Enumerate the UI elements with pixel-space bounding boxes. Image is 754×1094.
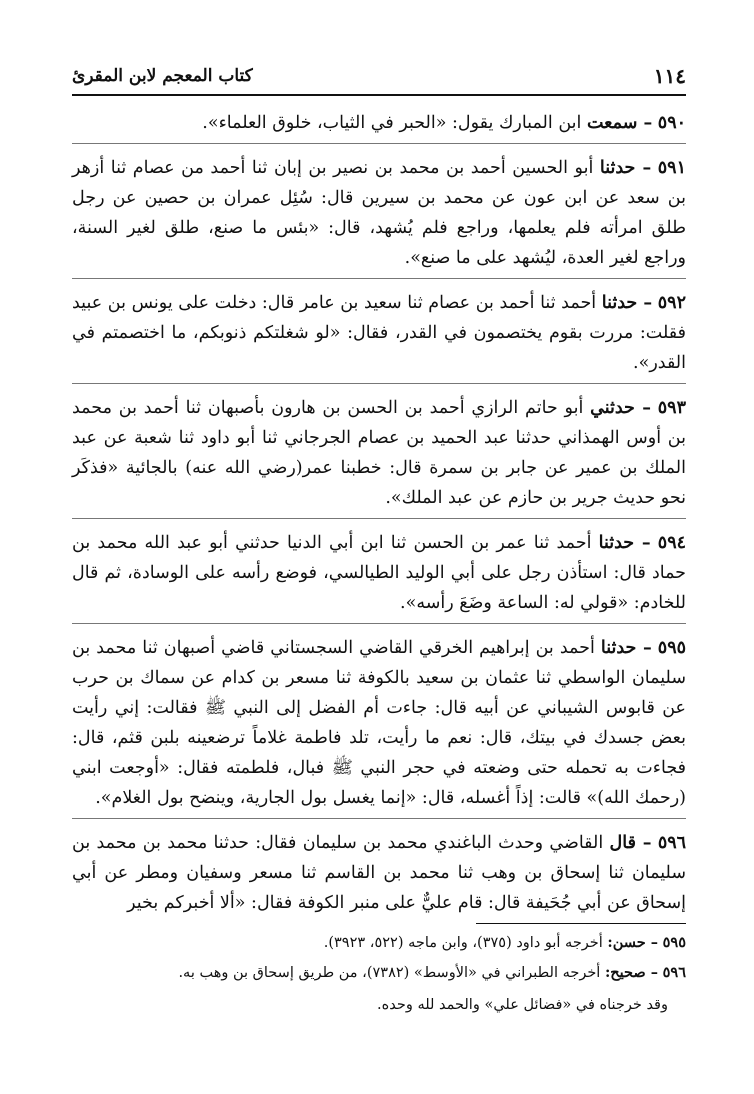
hadith-number: ٥٩٥ (657, 638, 686, 658)
hadith-number: ٥٩٦ (657, 833, 687, 853)
footnote-text: أخرجه أبو داود (٣٧٥)، وابن ماجه (٥٢٢، ٣٩٢٣). (323, 935, 603, 951)
hadith-paragraph: ٥٩٤ – حدثنا أحمد ثنا عمر بن الحسن ثنا ابن أبي الدنيا حدثني أبو عبد الله محمد بن حماد قال: استأذن رجل على أبي الوليد الطيالسي، فوضع رأسه على الوسادة، ثم قال للخادم: «قولي له: الساعة وضَعَ رأسه». (72, 528, 686, 624)
hadith-text: ابن المبارك يقول: «الحبر في الثياب، خلوق العلماء». (202, 113, 582, 133)
hadith-lead: حدثنا (600, 638, 637, 658)
hadith-lead: حدثني (590, 398, 635, 418)
footnote-rule (476, 923, 686, 924)
footnote-text: أخرجه الطبراني في «الأوسط» (٧٣٨٢)، من طريق إسحاق بن وهب به. (178, 965, 601, 981)
running-title: كتاب المعجم لابن المقرئ (72, 66, 253, 86)
header-rule (72, 94, 686, 96)
page-header (72, 52, 686, 96)
page-number: ١١٤ (653, 64, 686, 88)
hadith-paragraph: ٥٩٣ – حدثني أبو حاتم الرازي أحمد بن الحسن بن هارون بأصبهان ثنا أحمد بن محمد بن أوس الهمذاني حدثنا عبد الحميد بن عصام الجرجاني ثنا أبو داود ثنا شعبة عن عبد الملك بن عمير عن جابر بن سمرة قال: خطبنا عمر(رضي الله عنه) بالجائية «فذكَر نحو حديث جرير بن حازم عن عبد الملك». (72, 393, 686, 519)
hadith-paragraph: ٥٩٠ – سمعت ابن المبارك يقول: «الحبر في الثياب، خلوق العلماء». (72, 108, 686, 144)
main-text (72, 108, 686, 928)
hadith-number: ٥٩٤ (657, 533, 686, 553)
footnote-number: ٥٩٦ (662, 964, 686, 981)
hadith-lead: حدثنا (599, 158, 636, 178)
hadith-number: ٥٩٠ (657, 113, 686, 133)
footnote-number: ٥٩٥ (662, 934, 686, 951)
hadith-lead: حدثنا (598, 533, 635, 553)
footnote-continuation: وقد خرجناه في «فضائل علي» والحمد لله وحده. (377, 997, 668, 1013)
hadith-paragraph: ٥٩٦ – قال القاضي وحدث الباغندي محمد بن سليمان فقال: حدثنا محمد بن محمد بن سليمان ثنا إسحاق بن وهب ثنا محمد بن القاسم ثنا مسعر وسفيان ومطر عن أبي إسحاق عن أبي جُحَيفة قال: قام عليٌّ على منبر الكوفة فقال: «ألا أخبركم بخير (72, 833, 687, 913)
hadith-number: ٥٩٣ (657, 398, 686, 418)
footnote: ٥٩٥ – حسن: أخرجه أبو داود (٣٧٥)، وابن ماجه (٥٢٢، ٣٩٢٣). (323, 934, 686, 951)
hadith-text: أبو حاتم الرازي أحمد بن الحسن بن هارون بأصبهان ثنا أحمد بن محمد بن أوس الهمذاني حدثنا عبد الحميد بن عصام الجرجاني ثنا أبو داود ثنا شعبة عن عبد الملك بن عمير عن جابر بن سمرة قال: خطبنا عمر(رضي الله عنه) بالجائية «فذكَر نحو حديث جرير بن حازم عن عبد الملك». (72, 398, 686, 508)
hadith-lead: سمعت (586, 113, 638, 133)
hadith-text: القاضي وحدث الباغندي محمد بن سليمان فقال: حدثنا محمد بن محمد بن سليمان ثنا إسحاق بن وهب ثنا محمد بن القاسم ثنا مسعر وسفيان ومطر عن أبي إسحاق عن أبي جُحَيفة قال: قام عليٌّ على منبر الكوفة فقال: «ألا أخبركم بخير (72, 833, 686, 913)
hadith-paragraph: ٥٩٢ – حدثنا أحمد ثنا أحمد بن عصام ثنا سعيد بن عامر قال: دخلت على يونس بن عبيد فقلت: مررت بقوم يختصمون في القدر، فقال: «لو شغلتكم ذنوبكم، ما اختصمتم في القدر». (72, 288, 686, 384)
footnotes (72, 930, 686, 1018)
hadith-text: أحمد ثنا أحمد بن عصام ثنا سعيد بن عامر قال: دخلت على يونس بن عبيد فقلت: مررت بقوم يختصمون في القدر، فقال: «لو شغلتكم ذنوبكم، ما اختصمتم في القدر». (72, 293, 686, 373)
hadith-text: أحمد بن إبراهيم الخرقي القاضي السجستاني قاضي أصبهان ثنا محمد بن سليمان الواسطي ثنا عثمان بن سعيد بالكوفة ثنا مسعر بن كدام عن سماك بن حرب عن قابوس الشيباني عن أبيه قال: جاءت أم الفضل إلى النبي ﷺ فقالت: إني رأيت بعض جسدك في بيتك، قال: نعم ما رأيت، تلد فاطمة غلاماً ترضعينه بلبن قثم، قال: فجاءت به تحمله حتى وضعته في حجر النبي ﷺ فبال، فلطمته فقال: «أوجعت ابني (رحمك الله)» قالت: إذاً أغسله، قال: «إنما يغسل بول الجارية، وينضح بول الغلام». (72, 638, 687, 808)
hadith-number: ٥٩١ (657, 158, 686, 178)
hadith-text: أحمد ثنا عمر بن الحسن ثنا ابن أبي الدنيا حدثني أبو عبد الله محمد بن حماد قال: استأذن رجل على أبي الوليد الطيالسي، فوضع رأسه على الوسادة، ثم قال للخادم: «قولي له: الساعة وضَعَ رأسه». (72, 533, 687, 613)
hadith-lead: قال (609, 833, 636, 853)
footnote: ٥٩٦ – صحيح: أخرجه الطبراني في «الأوسط» (٧٣٨٢)، من طريق إسحاق بن وهب به. (178, 964, 686, 981)
hadith-text: أبو الحسين أحمد بن محمد بن نصير بن إبان ثنا أحمد من عصام ثنا أزهر بن سعد عن ابن عون عن محمد بن سيرين قال: سُئِل عمران بن حصين عن رجل طلق امرأته فلم يعلمها، وراجع فلم يُشهد، قال: «بئس ما صنع، طلق لغير السنة، وراجع لغير العدة، ليُشهد على ما صنع». (72, 158, 686, 268)
hadith-lead: حدثنا (601, 293, 638, 313)
hadith-number: ٥٩٢ (657, 293, 686, 313)
hadith-paragraph: ٥٩٥ – حدثنا أحمد بن إبراهيم الخرقي القاضي السجستاني قاضي أصبهان ثنا محمد بن سليمان الواسطي ثنا عثمان بن سعيد بالكوفة ثنا مسعر بن كدام عن سماك بن حرب عن قابوس الشيباني عن أبيه قال: جاءت أم الفضل إلى النبي ﷺ فقالت: إني رأيت بعض جسدك في بيتك، قال: نعم ما رأيت، تلد فاطمة غلاماً ترضعينه بلبن قثم، قال: فجاءت به تحمله حتى وضعته في حجر النبي ﷺ فبال، فلطمته فقال: «أوجعت ابني (رحمك الله)» قالت: إذاً أغسله، قال: «إنما يغسل بول الجارية، وينضح بول الغلام». (72, 633, 686, 819)
footnote-grade: صحيح: (604, 964, 646, 981)
hadith-paragraph: ٥٩١ – حدثنا أبو الحسين أحمد بن محمد بن نصير بن إبان ثنا أحمد من عصام ثنا أزهر بن سعد عن ابن عون عن محمد بن سيرين قال: سُئِل عمران بن حصين عن رجل طلق امرأته فلم يعلمها، وراجع فلم يُشهد، قال: «بئس ما صنع، طلق لغير السنة، وراجع لغير العدة، ليُشهد على ما صنع». (72, 153, 686, 279)
footnote-grade: حسن: (607, 934, 646, 951)
